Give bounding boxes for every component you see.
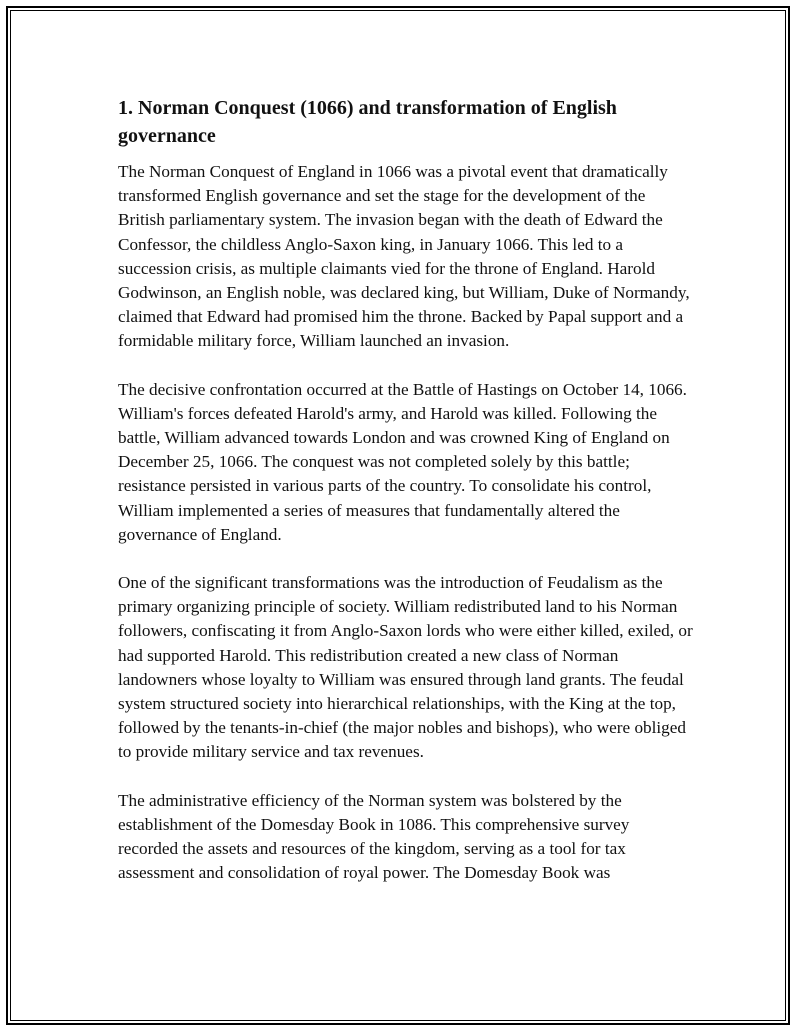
section-heading: 1. Norman Conquest (1066) and transformation of English governance: [118, 97, 617, 147]
document-body: [118, 94, 693, 909]
paragraph-hastings: The decisive confrontation occurred at the Battle of Hastings on October 14, 1066. William's forces defeated Harold's army, and Harold was killed. Following the battle, William advanced towards London and was crowned King of England on December 25, 1066. The conquest was not completed solely by this battle; resistance persisted in various parts of the country. To consolidate his control, William implemented a series of measures that fundamentally altered the governance of England.: [118, 379, 687, 544]
paragraph-feudalism: One of the significant transformations was the introduction of Feudalism as the primary organizing principle of society. William redistributed land to his Norman followers, confiscating it from Anglo-Saxon lords who were either killed, exiled, or had supported Harold. This redistribution created a new class of Norman landowners whose loyalty to William was ensured through land grants. The feudal system structured society into hierarchical relationships, with the King at the top, followed by the tenants-in-chief (the major nobles and bishops), who were obliged to provide military service and tax revenues.: [118, 573, 693, 762]
paragraph-domesday: The administrative efficiency of the Norman system was bolstered by the establishment of the Domesday Book in 1086. This comprehensive survey recorded the assets and resources of the kingdom, serving as a tool for tax assessment and consolidation of royal power. The Domesday Book was: [118, 790, 630, 883]
paragraph-invasion: The Norman Conquest of England in 1066 was a pivotal event that dramatically transformed English governance and set the stage for the development of the British parliamentary system. The invasion began with the death of Edward the Confessor, the childless Anglo-Saxon king, in January 1066. This led to a succession crisis, as multiple claimants vied for the throne of England. Harold Godwinson, an English noble, was declared king, but William, Duke of Normandy, claimed that Edward had promised him the throne. Backed by Papal support and a formidable military force, William launched an invasion.: [118, 162, 690, 351]
